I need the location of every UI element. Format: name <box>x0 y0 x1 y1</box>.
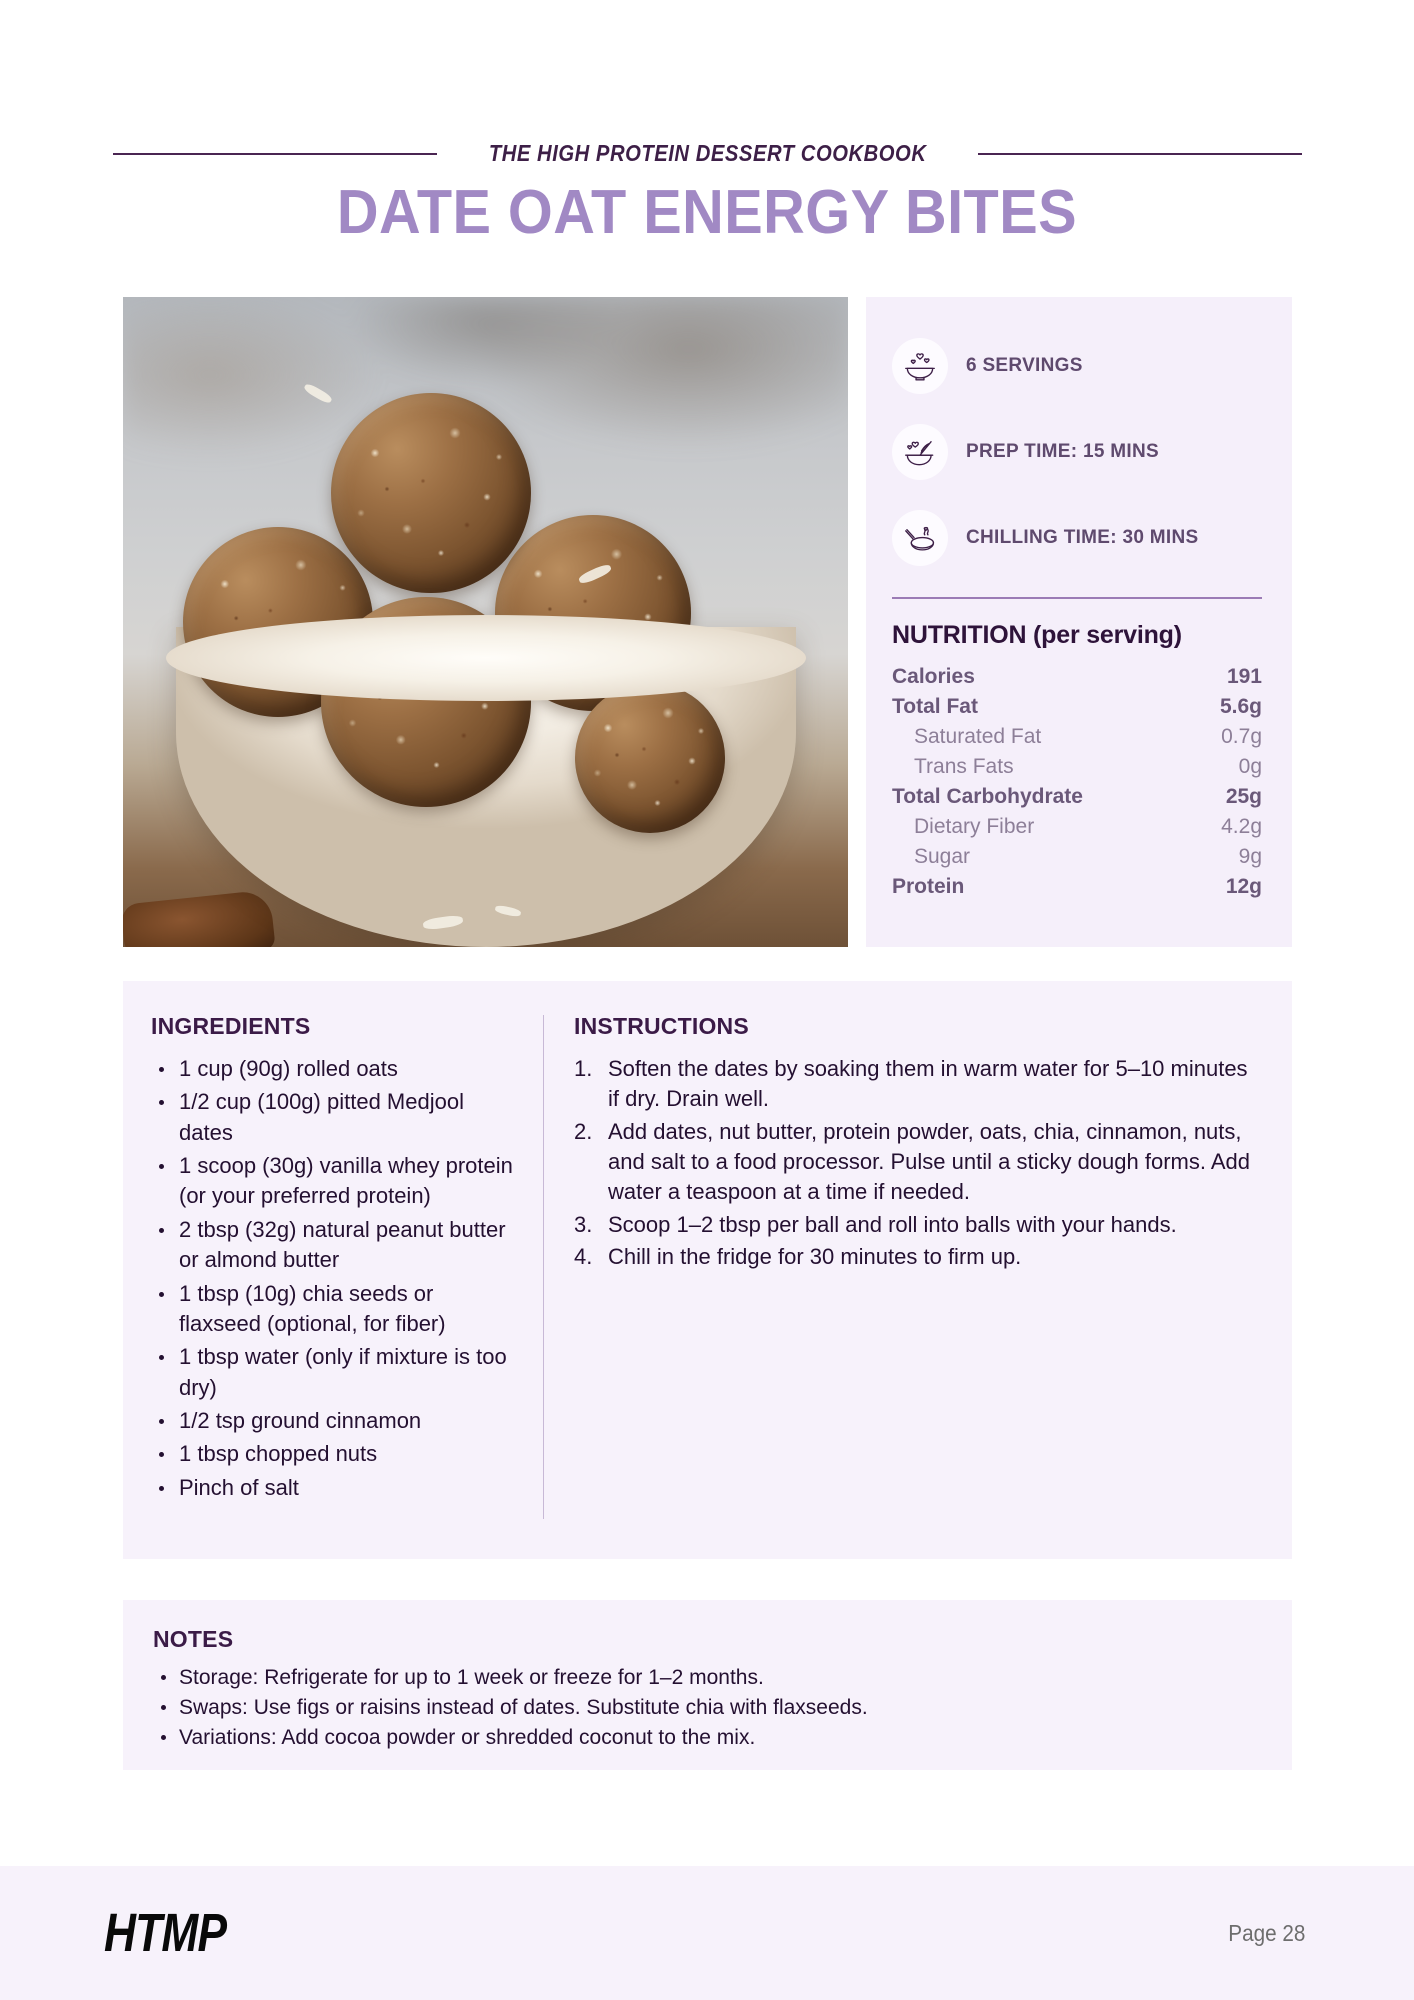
nutrition-label: Dietary Fiber <box>914 815 1035 838</box>
nutrition-label: Total Carbohydrate <box>892 785 1083 808</box>
list-item: 2 tbsp (32g) natural peanut butter or almond butter <box>151 1215 517 1276</box>
cookbook-header <box>113 140 1302 167</box>
list-item: Add dates, nut butter, protein powder, oats, chia, cinnamon, nuts, and salt to a food processor. Pulse until a sticky dough forms. Add water a teaspoon at a time if needed. <box>608 1118 1251 1205</box>
nutrition-value: 4.2g <box>1221 815 1262 838</box>
photo-energy-bite <box>331 393 531 593</box>
instructions-heading: INSTRUCTIONS <box>574 1013 749 1039</box>
list-item: 1 cup (90g) rolled oats <box>151 1054 517 1084</box>
nutrition-row <box>892 752 1262 782</box>
list-item: Storage: Refrigerate for up to 1 week or freeze for 1–2 months. <box>153 1663 1262 1693</box>
meta-prep-time <box>892 409 1262 495</box>
hero-row <box>123 297 1292 947</box>
list-item: 1 tbsp chopped nuts <box>151 1439 517 1469</box>
meta-chilling-time <box>892 495 1262 581</box>
meta-label: PREP TIME: 15 MINS <box>966 441 1159 462</box>
notes-heading: NOTES <box>153 1626 234 1652</box>
notes-list <box>153 1663 1262 1752</box>
brand-logo: HTMP <box>104 1903 227 1963</box>
instructions-list <box>574 1054 1258 1273</box>
list-item: Chill in the fridge for 30 minutes to firm up. <box>608 1244 1022 1270</box>
list-item: 1/2 cup (100g) pitted Medjool dates <box>151 1087 517 1148</box>
list-item: Pinch of salt <box>151 1473 517 1503</box>
nutrition-label: Total Fat <box>892 695 978 718</box>
nutrition-value: 191 <box>1226 665 1262 688</box>
list-item: 1/2 tsp ground cinnamon <box>151 1406 517 1436</box>
instructions-column <box>544 981 1292 1559</box>
meta-label: CHILLING TIME: 30 MINS <box>966 527 1199 548</box>
list-item: Scoop 1–2 tbsp per ball and roll into balls with your hands. <box>608 1211 1177 1237</box>
nutrition-value: 5.6g <box>1219 695 1262 718</box>
list-item: 1 tbsp (10g) chia seeds or flaxseed (optional, for fiber) <box>151 1279 517 1340</box>
ingredients-heading: INGREDIENTS <box>151 1013 311 1039</box>
nutrition-row <box>892 692 1262 722</box>
ingredients-list <box>151 1054 517 1503</box>
nutrition-value: 12g <box>1225 875 1262 898</box>
nutrition-row <box>892 812 1262 842</box>
list-item: 1 tbsp water (only if mixture is too dry) <box>151 1342 517 1403</box>
cookbook-title: THE HIGH PROTEIN DESSERT COOKBOOK <box>488 140 927 166</box>
bowl-hearts-icon <box>892 338 948 394</box>
nutrition-row <box>892 782 1262 812</box>
nutrition-label: Trans Fats <box>914 755 1014 778</box>
page-footer <box>0 1866 1414 2000</box>
panel-divider <box>892 597 1262 599</box>
pan-steam-icon <box>892 510 948 566</box>
recipe-content-card <box>123 981 1292 1559</box>
recipe-info-panel <box>866 297 1292 947</box>
nutrition-label: Calories <box>892 665 975 688</box>
header-rule-left <box>113 153 437 155</box>
recipe-photo <box>123 297 848 947</box>
list-item: 1 scoop (30g) vanilla whey protein (or your preferred protein) <box>151 1151 517 1212</box>
nutrition-label: Protein <box>892 875 965 898</box>
nutrition-value: 0.7g <box>1221 725 1262 748</box>
list-item: Variations: Add cocoa powder or shredded coconut to the mix. <box>153 1723 1262 1753</box>
nutrition-value: 0g <box>1238 755 1262 778</box>
page-number: Page 28 <box>1228 1919 1306 1946</box>
nutrition-row <box>892 872 1262 902</box>
list-item: Soften the dates by soaking them in warm water for 5–10 minutes if dry. Drain well. <box>608 1056 1248 1112</box>
nutrition-row <box>892 722 1262 752</box>
nutrition-value: 25g <box>1225 785 1262 808</box>
photo-bowl-rim <box>166 615 806 701</box>
list-item: Swaps: Use figs or raisins instead of dates. Substitute chia with flaxseeds. <box>153 1693 1262 1723</box>
nutrition-title: NUTRITION (per serving) <box>892 621 1182 649</box>
header-rule-right <box>978 153 1302 155</box>
mixing-bowl-whisk-icon <box>892 424 948 480</box>
ingredients-column <box>123 981 543 1559</box>
nutrition-label: Saturated Fat <box>914 725 1042 748</box>
meta-label: 6 SERVINGS <box>966 355 1083 376</box>
nutrition-row <box>892 842 1262 872</box>
page-title: DATE OAT ENERGY BITES <box>336 178 1078 247</box>
nutrition-row <box>892 662 1262 692</box>
nutrition-label: Sugar <box>914 845 971 868</box>
meta-servings <box>892 323 1262 409</box>
nutrition-value: 9g <box>1238 845 1262 868</box>
notes-card <box>123 1600 1292 1770</box>
photo-energy-bite <box>575 683 725 833</box>
